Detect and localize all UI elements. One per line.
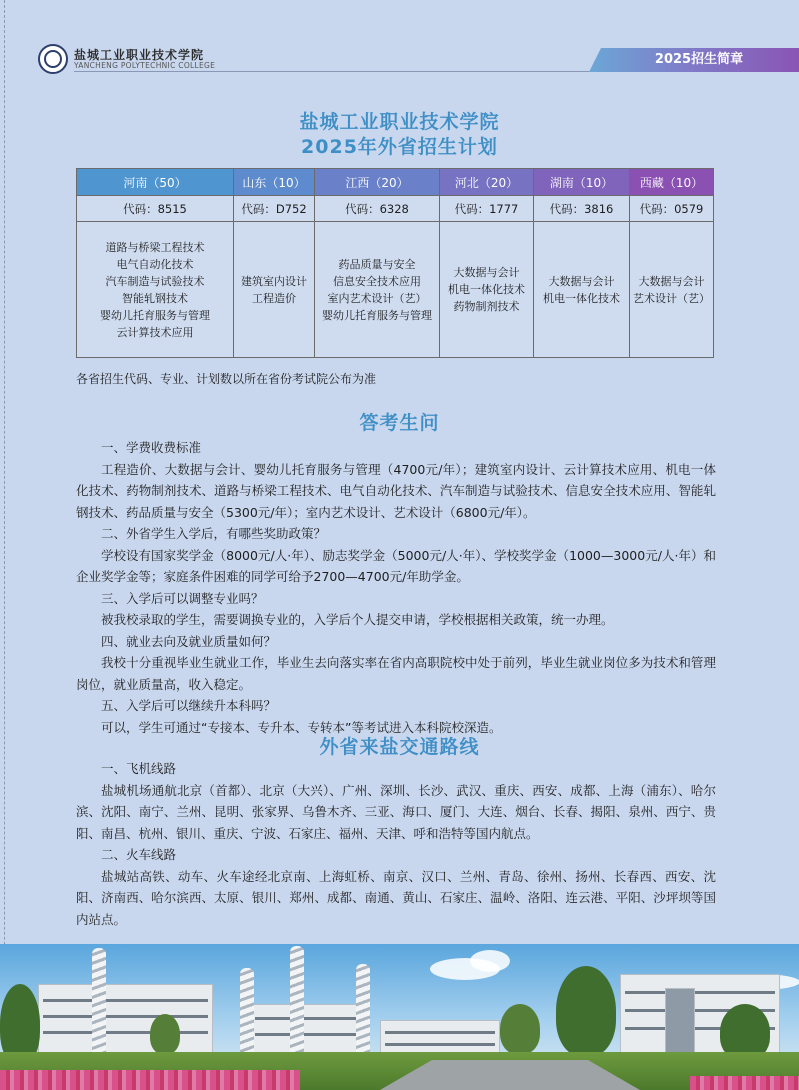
code-cell: 代码：1777 — [440, 196, 534, 222]
major-item: 机电一体化技术 — [543, 291, 620, 305]
page-title: 盐城工业职业技术学院 — [299, 111, 500, 133]
school-logo-icon — [38, 44, 68, 74]
code-cell: 代码：0579 — [630, 196, 714, 222]
province-cell: 河北（20） — [440, 169, 534, 196]
transport-title: 外省来盐交通路线 — [319, 736, 480, 758]
qa-section — [76, 437, 716, 738]
enrollment-plan-table — [76, 168, 714, 358]
province-cell: 江西（20） — [315, 169, 440, 196]
qa-question: 二、外省学生入学后，有哪些奖助政策？ — [101, 526, 327, 541]
code-cell: 代码：D752 — [234, 196, 315, 222]
majors-cell — [630, 222, 714, 358]
qa-question: 一、学费收费标准 — [101, 440, 202, 455]
route-detail: 盐城机场通航北京（首都）、北京（大兴）、广州、深圳、长沙、武汉、重庆、西安、成都、上海（浦东）、哈尔滨、沈阳、南宁、兰州、昆明、张家界、乌鲁木齐、三亚、海口、厦门、大连、烟台、长春、揭阳、泉州、西宁、贵阳、南昌、杭州、银川、重庆、宁波、石家庄、福州、天津、呼和浩特等国内航点。 — [76, 782, 716, 841]
table-note: 各省招生代码、专业、计划数以所在省份考试院公布为准 — [76, 372, 377, 386]
route-heading: 一、飞机线路 — [101, 761, 177, 776]
major-item: 道路与桥梁工程技术 — [105, 240, 205, 254]
major-item: 药品质量与安全 — [338, 257, 416, 271]
major-item: 大数据与会计 — [453, 266, 520, 279]
page-edge — [4, 0, 5, 1090]
code-cell: 代码：6328 — [315, 196, 440, 222]
majors-cell — [440, 222, 534, 358]
major-item: 艺术设计（艺） — [633, 291, 710, 305]
province-header-row — [77, 169, 714, 196]
school-name-en: YANCHENG POLYTECHNIC COLLEGE — [74, 61, 216, 70]
major-item: 机电一体化技术 — [448, 283, 525, 296]
province-cell: 湖南（10） — [534, 169, 630, 196]
campus-photo — [0, 944, 799, 1090]
qa-answer: 我校十分重视毕业生就业工作，毕业生去向落实率在省内高职院校中处于前列，毕业生就业岗位多为技术和管理岗位，就业质量高，收入稳定。 — [76, 655, 716, 692]
school-name-cn: 盐城工业职业技术学院 — [74, 48, 205, 62]
province-cell: 河南（50） — [77, 169, 234, 196]
major-item: 工程造价 — [252, 291, 296, 305]
province-cell: 山东（10） — [234, 169, 315, 196]
qa-question: 四、就业去向及就业质量如何？ — [101, 633, 277, 649]
majors-cell — [534, 222, 630, 358]
major-item: 云计算技术应用 — [116, 325, 194, 339]
page-subtitle: 2025年外省招生计划 — [301, 136, 498, 158]
major-item: 建筑室内设计 — [241, 274, 307, 288]
header-divider — [74, 71, 589, 72]
code-row — [77, 196, 714, 222]
major-item: 信息安全技术应用 — [333, 274, 421, 288]
major-item: 大数据与会计 — [548, 274, 615, 288]
major-item: 大数据与会计 — [638, 274, 705, 288]
major-item: 室内艺术设计（艺） — [327, 291, 427, 305]
transport-section — [76, 758, 716, 930]
qa-answer: 学校设有国家奖学金（8000元/人·年）、励志奖学金（5000元/人·年）、学校奖学金（1000—3000元/人·年）和企业奖学金等；家庭条件困难的同学可给予2700—4700元/年助学金。 — [76, 547, 716, 584]
route-detail: 盐城站高铁、动车、火车途经北京南、上海虹桥、南京、汉口、兰州、青岛、徐州、扬州、长春西、西安、沈阳、济南西、哈尔滨西、太原、银川、郑州、成都、南通、黄山、石家庄、温岭、洛阳、连云港、平阳、沙坪坝等国内站点。 — [76, 868, 716, 927]
qa-answer: 工程造价、大数据与会计、婴幼儿托育服务与管理（4700元/年）；建筑室内设计、云计算技术应用、机电一体化技术、药物制剂技术、道路与桥梁工程技术、电气自动化技术、汽车制造与试验技术、信息安全技术应用、智能轧钢技术、药品质量与安全（5300元/年）；室内艺术设计、艺术设计（6800元/年）。 — [76, 461, 716, 520]
major-item: 智能轧钢技术 — [122, 291, 188, 305]
province-cell: 西藏（10） — [630, 169, 714, 196]
majors-cell — [234, 222, 315, 358]
major-item: 电气自动化技术 — [116, 257, 194, 271]
brochure-label: 2025招生简章 — [654, 52, 744, 67]
major-item: 婴幼儿托育服务与管理 — [100, 308, 210, 322]
qa-answer: 可以，学生可通过“专接本、专升本、专转本”等考试进入本科院校深造。 — [101, 719, 502, 735]
route-heading: 二、火车线路 — [101, 847, 177, 862]
majors-cell — [77, 222, 234, 358]
major-item: 药物制剂技术 — [453, 300, 520, 313]
majors-cell — [315, 222, 440, 358]
qa-question: 三、入学后可以调整专业吗？ — [101, 590, 264, 606]
code-cell: 代码：8515 — [77, 196, 234, 222]
qa-answer: 被我校录取的学生，需要调换专业的，入学后个人提交申请，学校根据相关政策，统一办理。 — [101, 612, 614, 627]
page-header — [0, 44, 799, 74]
code-cell: 代码：3816 — [534, 196, 630, 222]
major-item: 汽车制造与试验技术 — [105, 274, 205, 288]
major-item: 婴幼儿托育服务与管理 — [322, 308, 432, 322]
majors-row — [77, 222, 714, 358]
qa-question: 五、入学后可以继续升本科吗？ — [101, 698, 277, 713]
qa-title: 答考生问 — [359, 412, 440, 434]
